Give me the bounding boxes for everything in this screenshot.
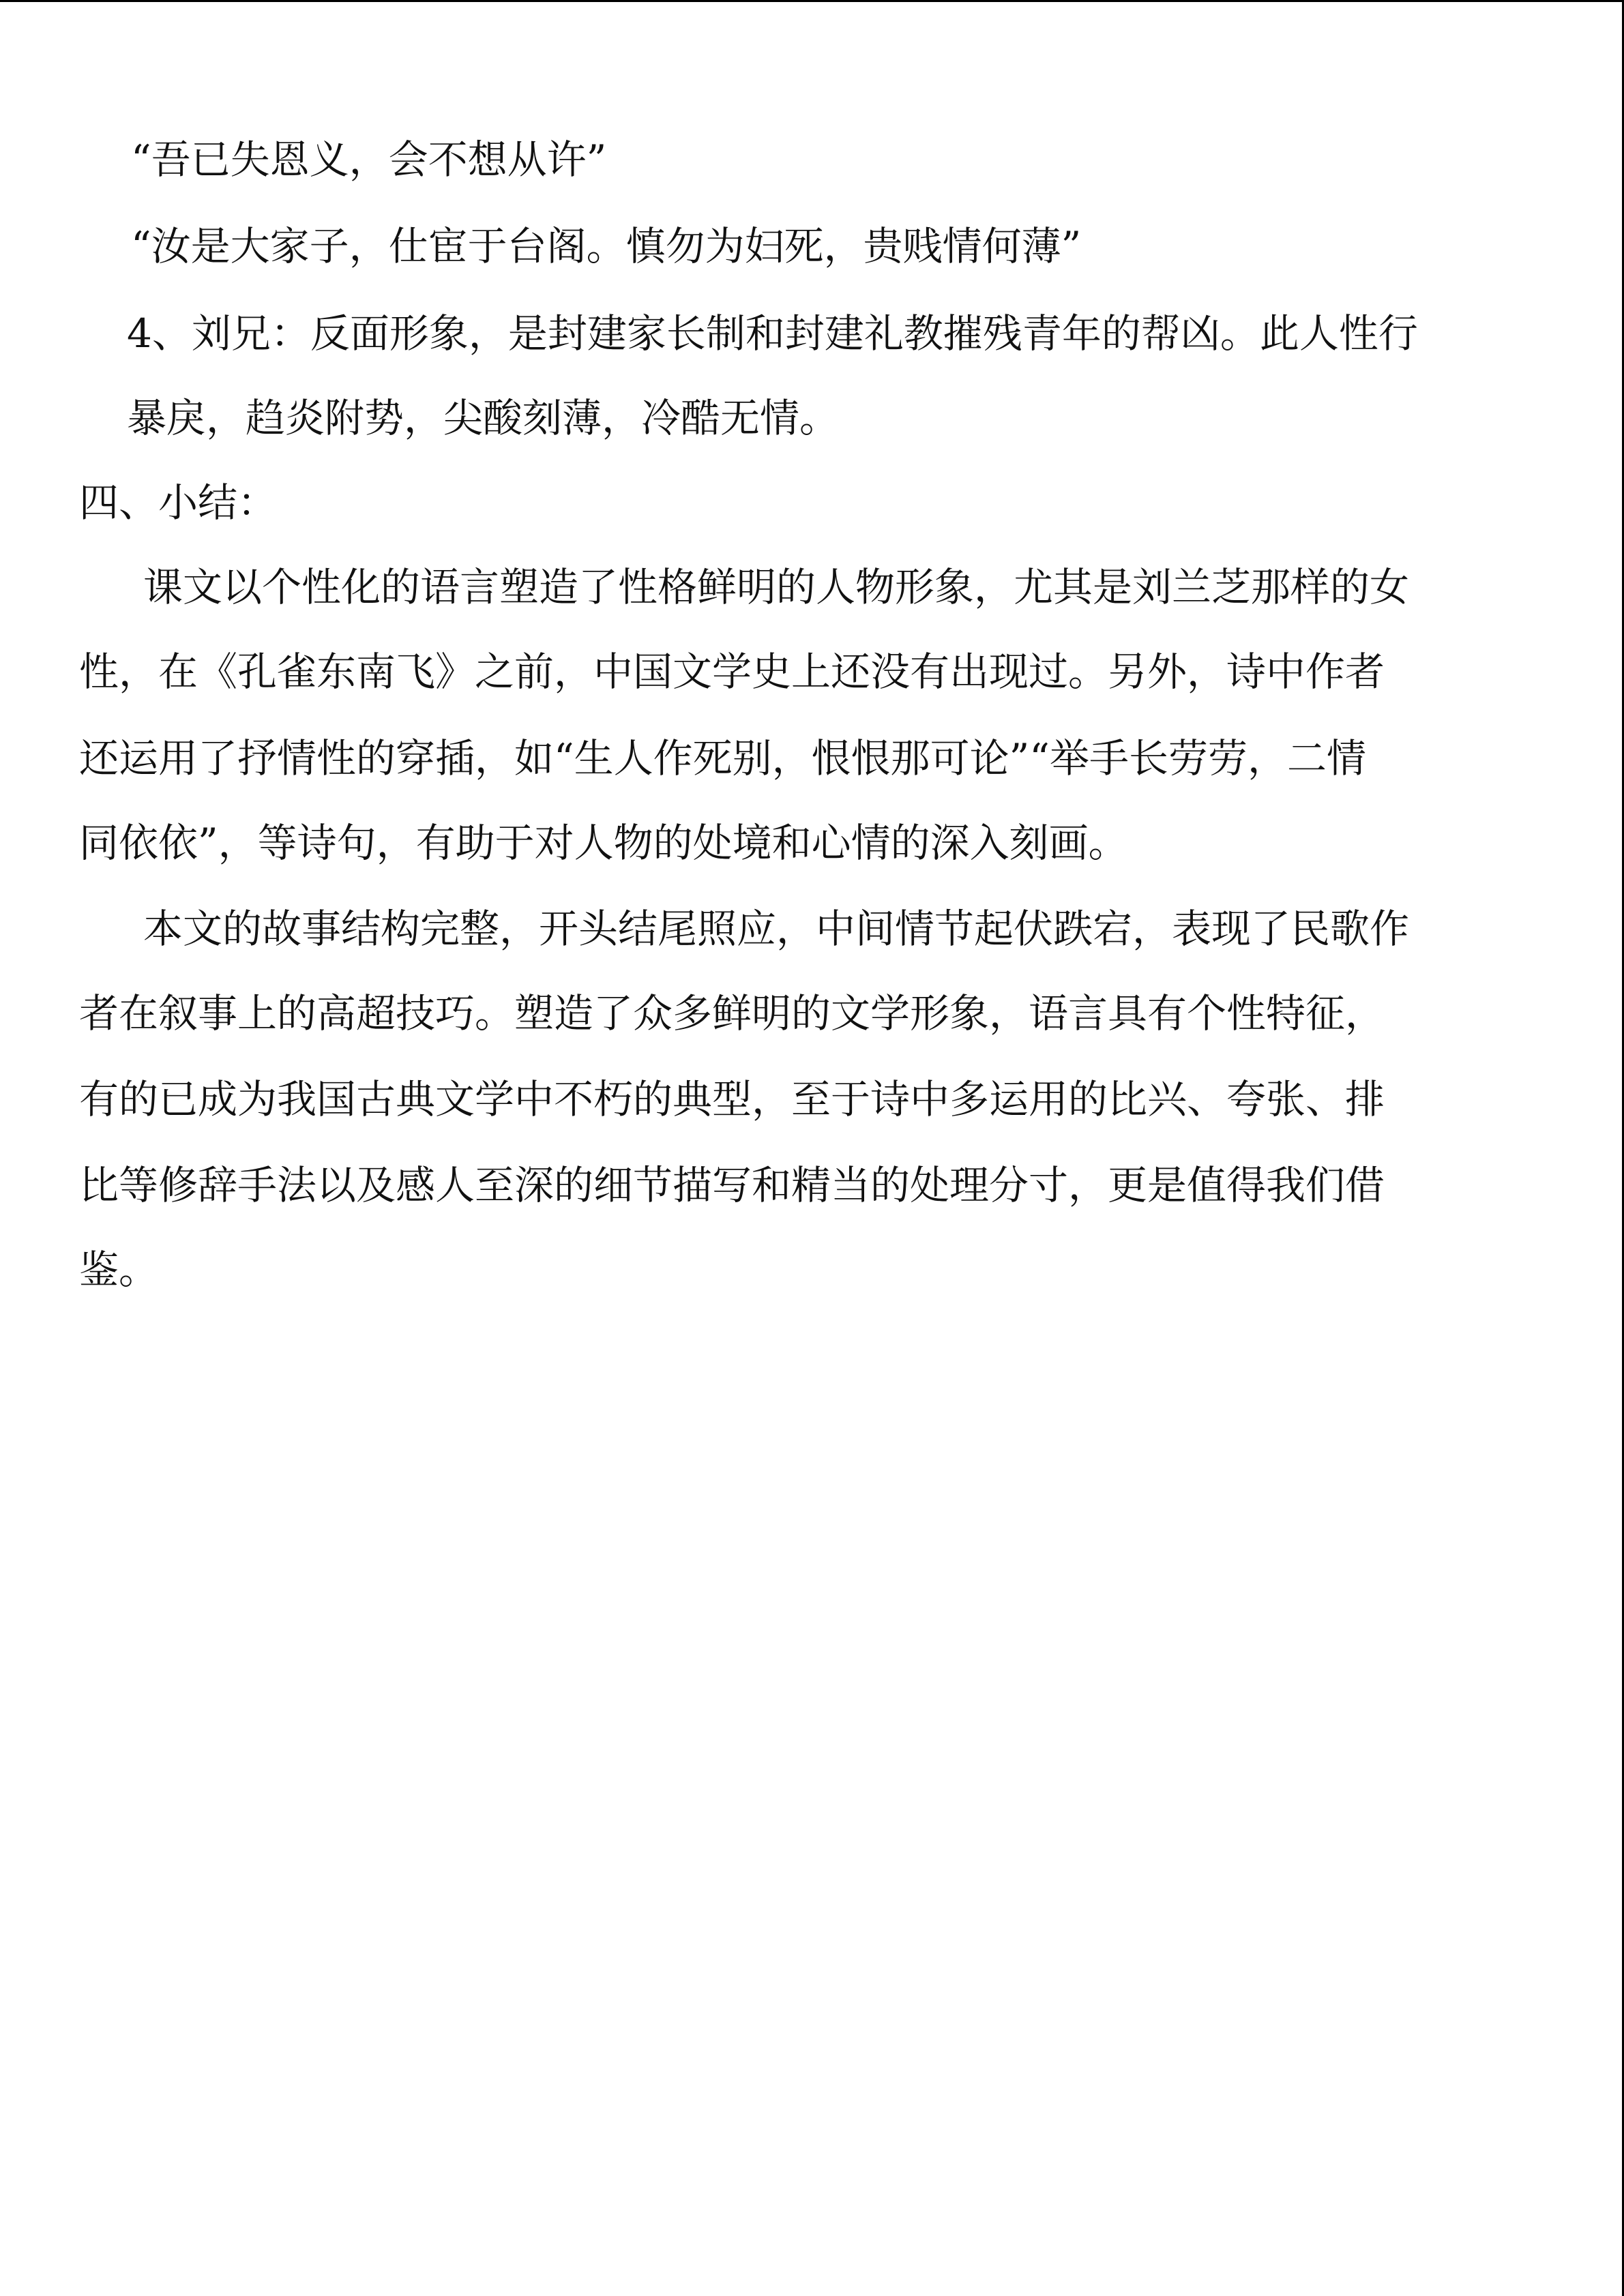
paragraph-1-line-3: 还运用了抒情性的穿插，如“生人作死别，恨恨那可论”“举手长劳劳，二情 xyxy=(79,735,1366,781)
quote-line-2: “汝是大家子，仕宦于台阁。慎勿为妇死，贵贱情何薄” xyxy=(131,223,1082,269)
paragraph-1-line-2: 性，在《孔雀东南飞》之前，中国文学史上还没有出现过。另外，诗中作者 xyxy=(79,648,1385,695)
item-4-line-2: 暴戾，趋炎附势，尖酸刻薄，冷酷无情。 xyxy=(127,395,840,441)
paragraph-1-line-4: 同依依”，等诗句，有助于对人物的处境和心情的深入刻画。 xyxy=(79,820,1128,866)
paragraph-2-line-1: 本文的故事结构完整，开头结尾照应，中间情节起伏跌宕，表现了民歌作 xyxy=(143,906,1410,952)
section-heading: 四、小结： xyxy=(79,479,278,526)
paragraph-2-line-3: 有的已成为我国古典文学中不朽的典型，至于诗中多运用的比兴、夸张、排 xyxy=(79,1076,1385,1122)
paragraph-2-line-5: 鉴。 xyxy=(79,1247,159,1293)
quote-line-1: “吾已失恩义，会不想从许” xyxy=(131,136,607,183)
item-4-line-1: 4、刘兄：反面形象，是封建家长制和封建礼教摧残青年的帮凶。此人性行 xyxy=(127,310,1418,357)
paragraph-2-line-2: 者在叙事上的高超技巧。塑造了众多鲜明的文学形象，语言具有个性特征， xyxy=(79,990,1385,1037)
paragraph-2-line-4: 比等修辞手法以及感人至深的细节描写和精当的处理分寸，更是值得我们借 xyxy=(79,1162,1385,1208)
paragraph-1-line-1: 课文以个性化的语言塑造了性格鲜明的人物形象，尤其是刘兰芝那样的女 xyxy=(143,564,1410,610)
